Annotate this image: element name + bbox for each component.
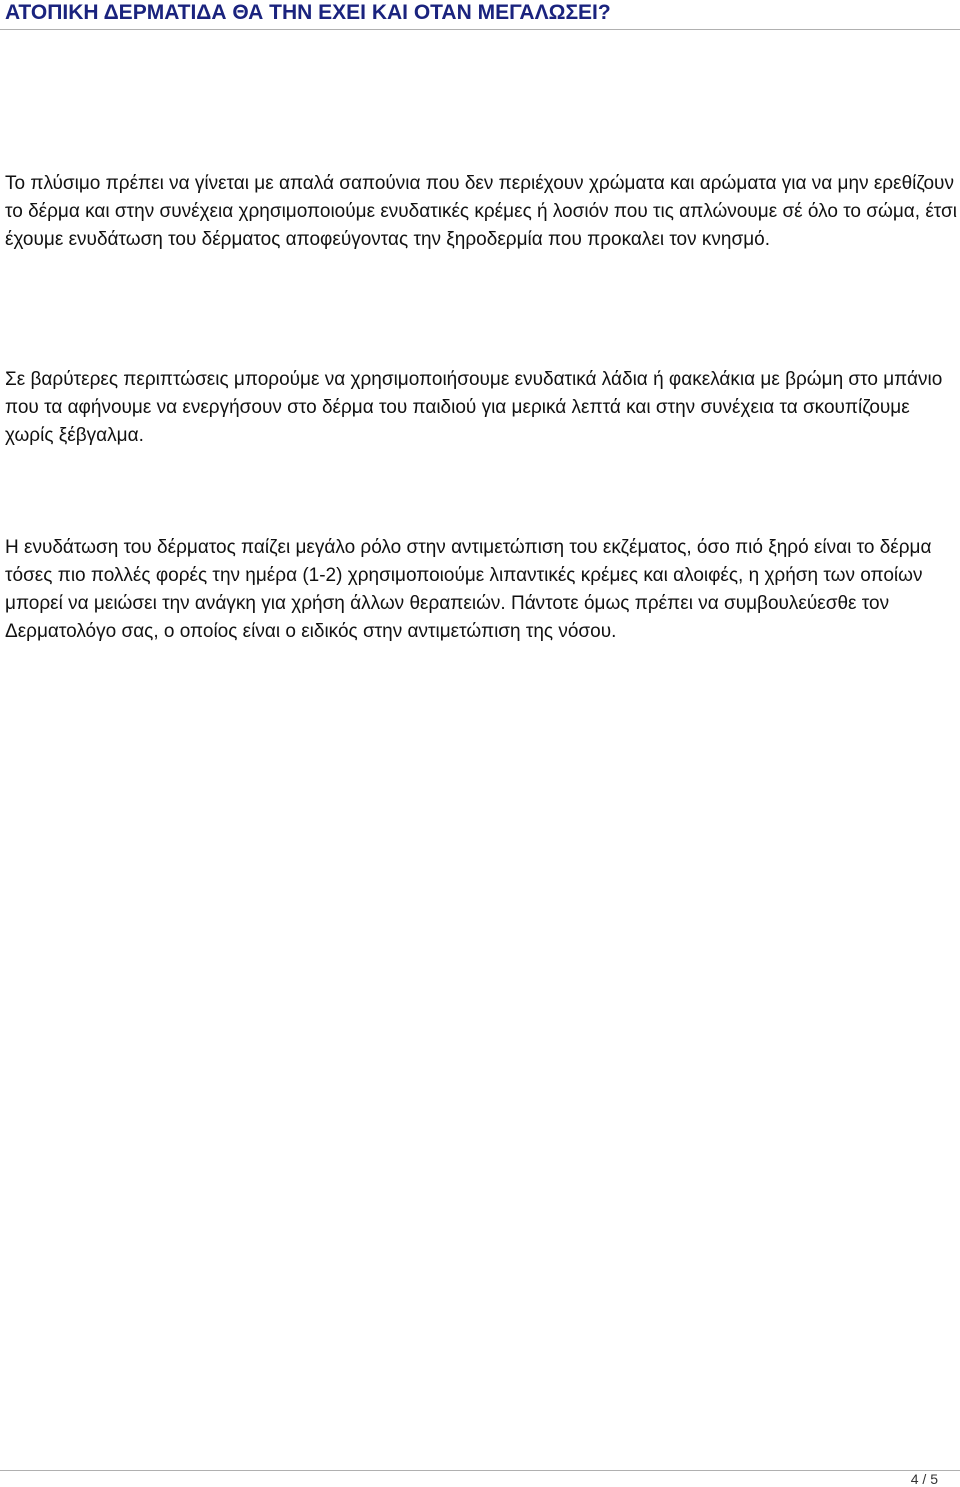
paragraph-washing: Το πλύσιμο πρέπει να γίνεται με απαλά σαπούνια που δεν περιέχουν χρώματα και αρώματα για να μην ερεθίζουν το δέρμα και στην συνέχεια χρησιμοποιούμε ενυδατικές κρέμες ή λοσιόν που τις απλώνουμε σέ όλο το σώμα, έτσι έχουμε ενυδάτωση του δέρματος αποφεύγοντας την ξηροδερμία που προκαλει τον κνησμό. [5, 173, 957, 250]
header-divider [0, 29, 960, 30]
footer-divider [0, 1470, 960, 1471]
document-title: ΑΤΟΠΙΚΗ ΔΕΡΜΑΤΙΔΑ ΘΑ ΤΗΝ ΕΧΕΙ ΚΑΙ ΟΤΑΝ ΜΕΓΑΛΩΣΕΙ? [5, 1, 611, 24]
page-number: 4 / 5 [910, 1471, 938, 1487]
paragraph-hydration: Η ενυδάτωση του δέρματος παίζει μεγάλο ρόλο στην αντιμετώπιση του εκζέματος, όσο πιό ξηρό είναι το δέρμα τόσες πιο πολλές φορές την ημέρα (1-2) χρησιμοποιούμε λιπαντικές κρέμες και αλοιφές, η χρήση των οποίων μπορεί να μειώσει την ανάγκη για χρήση άλλων θεραπειών. Πάντοτε όμως πρέπει να συμβουλεύεσθε τον Δερματολόγο σας, ο οποίος είναι ο ειδικός στην αντιμετώπιση της νόσου. [5, 537, 932, 642]
paragraph-severe-cases: Σε βαρύτερες περιπτώσεις μπορούμε να χρησιμοποιήσουμε ενυδατικά λάδια ή φακελάκια με βρώμη στο μπάνιο που τα αφήνουμε να ενεργήσουν στο δέρμα του παιδιού για μερικά λεπτά και στην συνέχεια τα σκουπίζουμε χωρίς ξέβγαλμα. [5, 369, 943, 446]
